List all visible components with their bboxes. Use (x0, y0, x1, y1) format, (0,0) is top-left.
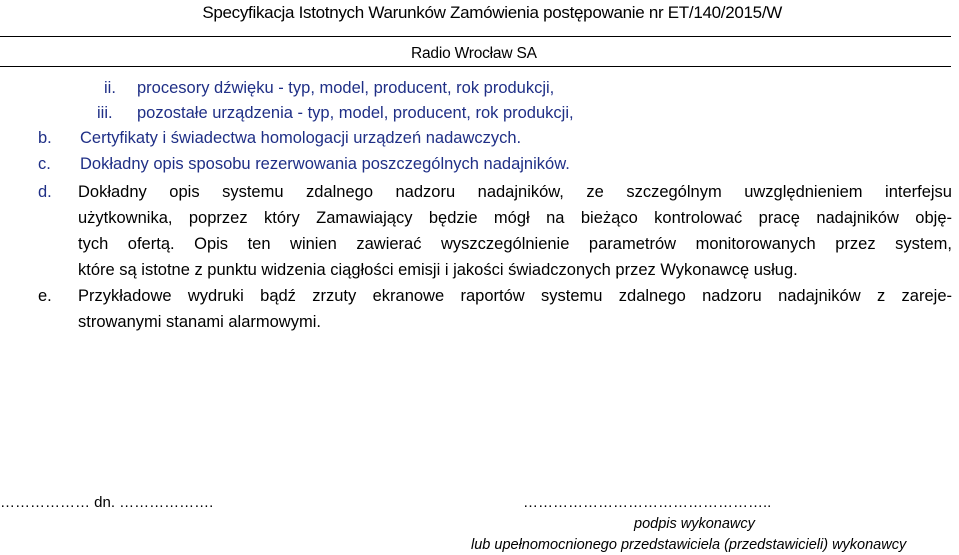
signature-caption-1: podpis wykonawcy (634, 516, 755, 532)
signature-line: ………………………………………….. (523, 494, 772, 511)
header-subtitle: Radio Wrocław SA (411, 45, 537, 62)
item-d-line-3: tych ofertą. Opis ten winien zawierać wyszczególnienie parametrów monitorowanych przez system, (78, 235, 952, 253)
item-e-line-2: strowanymi stanami alarmowymi. (78, 313, 321, 331)
item-d-line-1: Dokładny opis systemu zdalnego nadzoru nadajników, ze szczególnym uwzględnieniem interfejsu (78, 183, 952, 201)
header-title (0, 3, 959, 23)
item-b-marker: b. (38, 129, 52, 147)
item-iii-marker: iii. (97, 104, 113, 122)
item-d-marker: d. (38, 183, 52, 201)
item-ii-marker: ii. (104, 79, 116, 97)
header-rule-bottom (0, 66, 951, 67)
item-e-line-1: Przykładowe wydruki bądź zrzuty ekranowe raportów systemu zdalnego nadzoru nadajników z zareje- (78, 287, 952, 305)
item-c-text: Dokładny opis sposobu rezerwowania poszczególnych nadajników. (80, 155, 570, 173)
item-iii-text: pozostałe urządzenia - typ, model, producent, rok produkcji, (137, 104, 574, 122)
header-title-text: Specyfikacja Istotnych Warunków Zamówienia postępowanie nr ET/140/2015/W (202, 3, 782, 22)
place-date-line: ……………… dn. ………………. (0, 494, 214, 511)
item-e-marker: e. (38, 287, 52, 305)
header-rule-top (0, 36, 951, 37)
item-b-text: Certyfikaty i świadectwa homologacji urządzeń nadawczych. (80, 129, 522, 147)
item-c-marker: c. (38, 155, 51, 173)
item-ii-text: procesory dźwięku - typ, model, producent, rok produkcji, (137, 79, 555, 97)
item-d-line-2: użytkownika, poprzez który Zamawiający będzie mógł na bieżąco kontrolować pracę nadajników obję- (78, 209, 952, 227)
signature-caption-2: lub upełnomocnionego przedstawiciela (przedstawicieli) wykonawcy (471, 537, 907, 553)
item-d-line-4: które są istotne z punktu widzenia ciągłości emisji i jakości świadczonych przez Wykonawcę usług. (78, 261, 798, 279)
